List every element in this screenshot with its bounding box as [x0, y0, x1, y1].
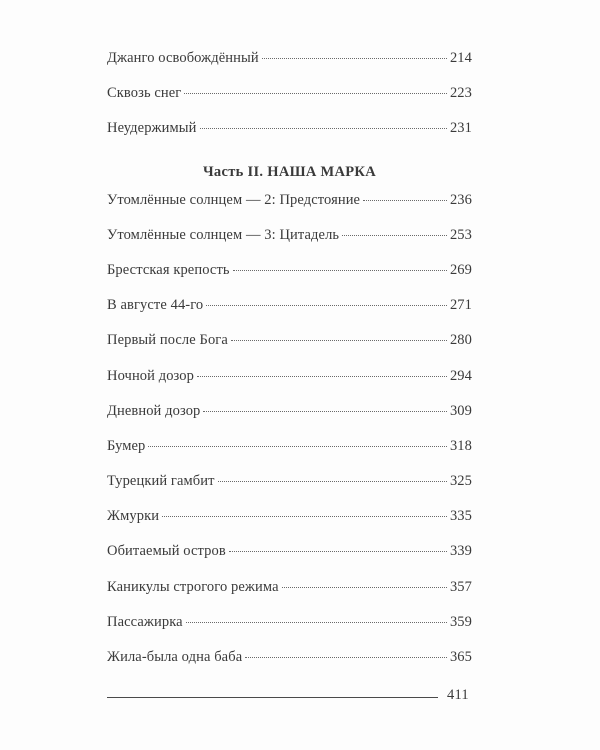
section-heading: Часть II. НАША МАРКА	[202, 164, 377, 181]
toc-entry-title: В августе 44-го	[107, 297, 204, 314]
dot-leader	[197, 376, 447, 377]
dot-leader	[233, 270, 447, 271]
toc-entry-passenger	[107, 614, 472, 649]
toc-entry-title: Неудержимый	[107, 120, 197, 137]
dot-leader	[229, 551, 447, 552]
toc-entry-page: 271	[449, 297, 472, 314]
toc-entry-unstoppable	[107, 120, 472, 155]
toc-entry-inhabited-island	[107, 543, 472, 578]
toc-entry-strict-regime-vacation	[107, 579, 472, 614]
toc-entry-burnt-by-the-sun-3	[107, 227, 472, 262]
toc-entry-there-lived-a-woman	[107, 649, 472, 684]
toc-entry-title: Ночной дозор	[107, 367, 195, 384]
toc-entry-page: 309	[449, 402, 472, 419]
dot-leader	[231, 340, 447, 341]
toc-entry-title: Жмурки	[107, 508, 160, 525]
toc-entry-title: Джанго освобождённый	[107, 50, 259, 66]
toc-entry-title: Утомлённые солнцем — 2: Предстояние	[107, 191, 361, 208]
toc-entry-august-44	[107, 297, 472, 332]
dot-leader	[186, 622, 447, 623]
dot-leader	[342, 235, 447, 236]
toc-entry-zhmurki	[107, 508, 472, 543]
dot-leader	[262, 58, 447, 59]
toc-entry-django-unchained	[107, 50, 472, 85]
dot-leader	[206, 305, 447, 306]
toc-entry-title: Пассажирка	[107, 613, 183, 630]
dot-leader	[162, 516, 447, 517]
dot-leader	[282, 587, 447, 588]
toc-entry-page: 318	[449, 437, 472, 454]
toc-entry-page: 339	[449, 543, 472, 560]
toc-entry-page: 223	[449, 85, 472, 102]
toc-entry-page: 253	[449, 226, 472, 243]
toc-entry-title: Каникулы строгого режима	[107, 578, 279, 595]
dot-leader	[218, 481, 447, 482]
toc-entry-page: 269	[449, 261, 472, 278]
toc-entry-turkish-gambit	[107, 473, 472, 508]
toc-entry-title: Дневной дозор	[107, 402, 201, 419]
toc-entry-page: 294	[449, 367, 472, 384]
dot-leader	[148, 446, 447, 447]
toc-entry-night-watch	[107, 368, 472, 403]
toc-entry-burnt-by-the-sun-2	[107, 192, 472, 227]
toc-entry-title: Обитаемый остров	[107, 543, 226, 560]
dot-leader	[200, 128, 447, 129]
toc-entry-title: Жила-была одна баба	[107, 649, 243, 665]
toc-entry-page: 365	[449, 649, 472, 665]
toc-entry-title: Сквозь снег	[107, 85, 182, 102]
table-of-contents	[107, 50, 472, 684]
toc-entry-title: Бумер	[107, 437, 146, 454]
toc-entry-title: Утомлённые солнцем — 3: Цитадель	[107, 226, 340, 243]
toc-entry-page: 231	[449, 120, 472, 137]
dot-leader	[245, 657, 447, 658]
toc-entry-page: 325	[449, 473, 472, 490]
toc-entry-title: Турецкий гамбит	[107, 473, 215, 490]
toc-entry-page: 357	[449, 578, 472, 595]
toc-entry-page: 214	[449, 50, 472, 66]
toc-entry-page: 236	[449, 191, 472, 208]
toc-entry-bumer	[107, 438, 472, 473]
toc-entry-snowpiercer	[107, 85, 472, 120]
toc-entry-first-after-god	[107, 332, 472, 367]
page-number: 411	[447, 687, 469, 703]
toc-entry-page: 335	[449, 508, 472, 525]
toc-entry-page: 359	[449, 613, 472, 630]
toc-entry-brest-fortress	[107, 262, 472, 297]
toc-entry-title: Брестская крепость	[107, 261, 230, 278]
toc-entry-page: 280	[449, 332, 472, 349]
dot-leader	[203, 411, 447, 412]
footer-rule	[107, 697, 438, 698]
dot-leader	[184, 93, 447, 94]
toc-entry-day-watch	[107, 403, 472, 438]
toc-entry-title: Первый после Бога	[107, 332, 228, 349]
dot-leader	[363, 200, 447, 201]
